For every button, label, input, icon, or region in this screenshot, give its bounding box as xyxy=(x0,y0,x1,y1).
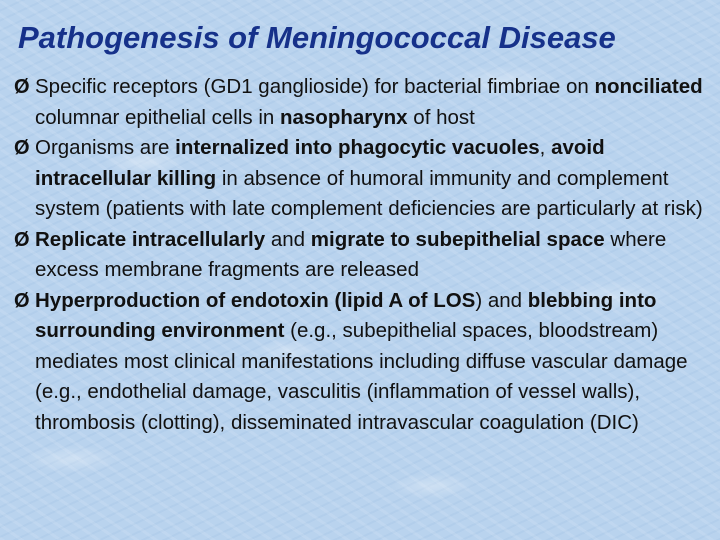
bullet-item xyxy=(14,225,714,286)
bullet-text-bold: migrate to subepithelial space xyxy=(310,227,605,251)
bullet-text: (e.g., subepithelial spaces, bloodstream) mediates most clinical manifestations including diffuse vascular damage (e.g., endothelial damage, vasculitis (inflammation of vessel walls), thrombosis (clotting), disseminated intravascular coagulation (DIC) xyxy=(35,319,688,434)
bullet-item xyxy=(14,133,714,225)
bullet-item xyxy=(14,286,714,439)
bullet-text-bold: nonciliated xyxy=(594,75,703,98)
bullet-text: Specific receptors (GD1 ganglioside) for bacterial fimbriae on xyxy=(35,75,595,98)
bullet-text: of host xyxy=(407,105,475,129)
bullet-text: where excess membrane fragments are released xyxy=(35,227,667,281)
bullet-text-bold: internalized into phagocytic vacuoles xyxy=(175,136,540,159)
arrow-bullet-icon: Ø xyxy=(14,228,30,251)
arrow-bullet-icon: Ø xyxy=(14,289,30,312)
bullet-text: in absence of humoral immunity and complement system (patients with late complement deficiencies are particularly at risk) xyxy=(35,166,703,220)
bullet-text: ) and xyxy=(475,288,528,312)
bullet-text-bold: nasopharynx xyxy=(279,105,408,129)
arrow-bullet-icon: Ø xyxy=(14,76,30,98)
bullet-text: and xyxy=(265,227,311,251)
arrow-bullet-icon: Ø xyxy=(14,137,30,159)
bullet-text: Organisms are xyxy=(35,136,176,159)
bullet-text: , xyxy=(539,136,552,159)
bullet-list xyxy=(14,72,714,438)
bullet-text-bold: blebbing into surrounding environment xyxy=(35,288,657,342)
slide-title: Pathogenesis of Meningococcal Disease xyxy=(18,20,616,55)
bullet-text-bold: Hyperproduction of endotoxin (lipid A of LOS xyxy=(35,288,476,312)
bullet-text-bold: avoid intracellular killing xyxy=(35,136,605,190)
bullet-text: columnar epithelial cells in xyxy=(35,105,280,129)
bullet-text-bold: Replicate intracellularly xyxy=(35,227,266,251)
bullet-item xyxy=(14,72,714,133)
